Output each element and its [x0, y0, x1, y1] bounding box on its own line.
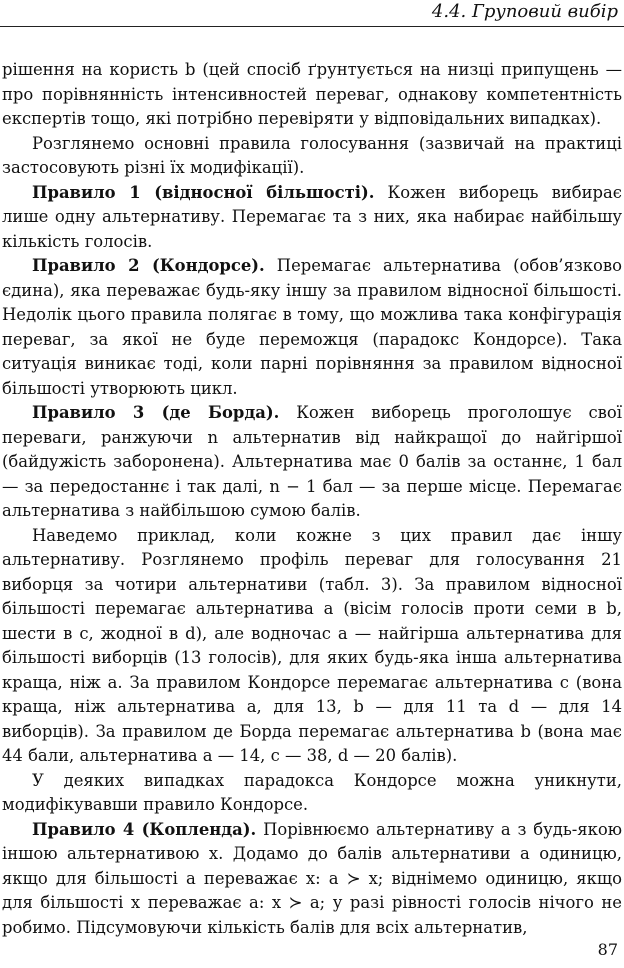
- rule-4-heading: Правило 4 (Копленда).: [32, 819, 257, 839]
- paragraph-1: рішення на користь b (цей спосіб ґрунтується на низці припущень — про порівнянність інтенсивностей переваг, однакову компетентність експертів тощо, які потрібно перевіряти у відповідальних випадках).: [2, 60, 622, 128]
- text-body: [2, 58, 622, 940]
- running-title: 4.4. Груповий вибір: [431, 1, 618, 22]
- paragraph-rule-3: Правило 3 (де Борда). Кожен виборець проголошує свої переваги, ранжуючи n альтернатив від найкращої до найгіршої (байдужість заборонена). Альтернатива має 0 балів за останнє, 1 бал — за передостаннє і так далі, n − 1 бал — за перше місце. Перемагає альтернатива з найбільшою сумою балів.: [2, 403, 622, 520]
- paragraph-rule-2: Правило 2 (Кондорсе). Перемагає альтернатива (обов’язково єдина), яка переважає будь-яку іншу за правилом відносної більшості. Недолік цього правила полягає в тому, що можлива така конфігурація переваг, за якої не буде переможця (парадокс Кондорсе). Така ситуація виникає тоді, коли парні порівняння за правилом відносної більшості утворюють цикл.: [2, 256, 623, 398]
- paragraph-2: Розглянемо основні правила голосування (зазвичай на практиці застосовують різні їх модифікації).: [2, 133, 622, 177]
- paragraph-rule-1: Правило 1 (відносної більшості). Кожен виборець вибирає лише одну альтернативу. Перемагає та з них, яка набирає найбільшу кількість голосів.: [2, 182, 622, 251]
- rule-1-heading: Правило 1 (відносної більшості).: [32, 182, 375, 202]
- paragraph-rule-4: Правило 4 (Копленда). Порівнюємо альтернативу a з будь-якою іншою альтернативою x. Додамо до балів альтернативи a одиницю, якщо для більшості a переважає x: a ≻ x; віднімемо одиницю, якщо для більшості x переважає a: x ≻ a; у разі рівності голосів нічого не робимо. Підсумовуючи кількість балів для всіх альтернатив,: [2, 819, 623, 937]
- paragraph-modification: У деяких випадках парадокса Кондорсе можна уникнути, модифікувавши правило Кондорсе.: [2, 770, 622, 814]
- paragraph-example: Наведемо приклад, коли кожне з цих правил дає іншу альтернативу. Розглянемо профіль переваг для голосування 21 виборця за чотири альтернативи (табл. 3). За правилом відносної більшості перемагає альтернатива a (вісім голосів проти семи в b, шести в c, жодної в d), але водночас a — найгірша альтернатива для більшості виборців (13 голосів), для яких будь-яка інша альтернатива краща, ніж a. За правилом Кондорсе перемагає альтернатива c (вона краща, ніж альтернатива a, для 13, b — для 11 та d — для 14 виборців). За правилом де Борда перемагає альтернатива b (вона має 44 бали, альтернатива a — 14, c — 38, d — 20 балів).: [2, 525, 622, 765]
- running-header: [0, 0, 624, 27]
- page-number: 87: [597, 940, 618, 959]
- rule-3-heading: Правило 3 (де Борда).: [32, 403, 280, 422]
- rule-2-heading: Правило 2 (Кондорсе).: [32, 256, 265, 275]
